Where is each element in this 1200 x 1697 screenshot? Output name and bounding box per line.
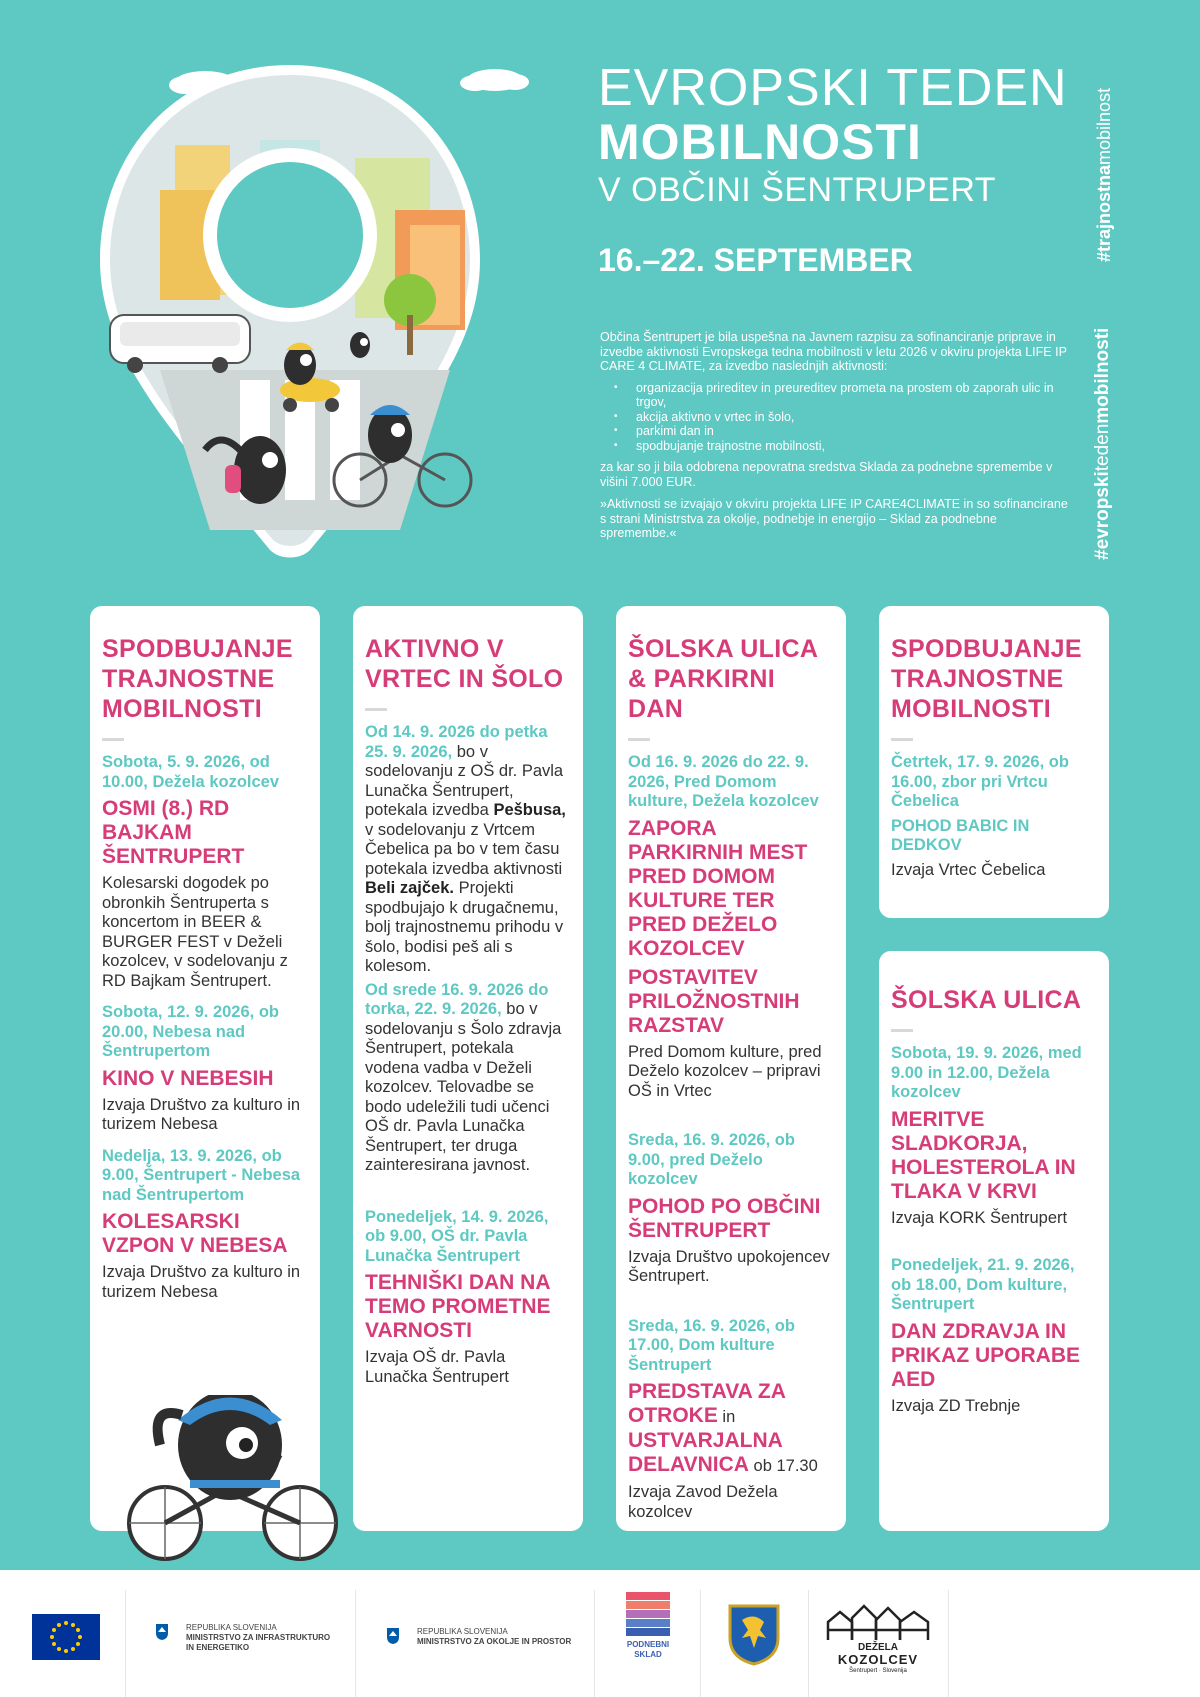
title-block [598, 60, 1068, 212]
slovenia-coat-of-arms-icon [386, 1627, 400, 1645]
event-paragraph: Od 14. 9. 2026 do petka 25. 9. 2026, bo v sodelovanju z OŠ dr. Pavla Lunačka Šentrupert, potekala izvedba Pešbusa, v sodelovanju z Vrtcem Čebelica pa bo v tem času potekala izvedba aktivnosti Beli zajček. Projekti spodbujajo k drugačnemu, bolj trajnostnemu prihodu v šolo, bodisi peš ali s kolesom. [365, 723, 566, 975]
date-range: 16.–22. SEPTEMBER [598, 242, 913, 278]
event-meta: Sobota, 19. 9. 2026, med 9.00 in 12.00, Dežela kozolcev [891, 1044, 1082, 1101]
sentrupert-coat-of-arms-icon [728, 1604, 780, 1666]
event-meta: Sreda, 16. 9. 2026, ob 9.00, pred Deželo kozolcev [628, 1131, 795, 1188]
eu-flag-icon [32, 1614, 100, 1660]
event-block [891, 1256, 1097, 1416]
card-solska-ulica-parkirni-dan [616, 606, 846, 1531]
event-block [102, 1003, 308, 1135]
event-description: Izvaja Zavod Dežela kozolcev [628, 1483, 778, 1521]
separator [891, 1029, 913, 1032]
event-description: Izvaja Društvo za kulturo in turizem Nebesa [102, 1095, 301, 1133]
event-block [365, 1208, 571, 1388]
event-block [102, 753, 308, 991]
title-line-1: EVROPSKI TEDEN [598, 59, 1068, 117]
event-description: Kolesarski dogodek po obronkih Šentruperta s koncertom in BEER & BURGER FEST v Deželi kozolcev, v sodelovanju z RD Bajkam Šentrupert. [102, 874, 288, 990]
card-spodbujanje-2 [879, 606, 1109, 918]
event-description: Izvaja Vrtec Čebelica [891, 860, 1046, 879]
event-meta: Ponedeljek, 14. 9. 2026, ob 9.00, OŠ dr. Pavla Lunačka Šentrupert [365, 1207, 549, 1265]
ministry-environment-logo: REPUBLIKA SLOVENIJA MINISTRSTVO ZA OKOLJE IN PROSTOR [417, 1627, 572, 1646]
separator [365, 708, 387, 711]
separator [628, 738, 650, 741]
list-item: • akcija aktivno v vrtec in šolo, [636, 410, 1070, 425]
event-block [628, 1317, 834, 1523]
event-meta: Sreda, 16. 9. 2026, ob 17.00, Dom kulture Šentrupert [628, 1316, 795, 1374]
separator [891, 738, 913, 741]
list-item: • parkimi dan in [636, 424, 1070, 439]
event-block [628, 1131, 834, 1287]
divider [808, 1590, 809, 1697]
event-title: POHOD PO OBČINI ŠENTRUPERT [628, 1194, 821, 1242]
event-title: KINO V NEBESIH [102, 1066, 274, 1090]
podnebni-sklad-logo-icon [626, 1592, 670, 1636]
event-title: TEHNIŠKI DAN NA TEMO PROMETNE VARNOSTI [365, 1271, 551, 1342]
event-title: DAN ZDRAVJA IN PRIKAZ UPORABE AED [891, 1319, 1081, 1391]
list-item: • organizacija prireditev in preureditev prometa na prostem ob zaporah ulic in trgov, [636, 381, 1070, 410]
event-title: MERITVE SLADKORJA, HOLESTEROLA IN TLAKA V KRVI [891, 1107, 1076, 1203]
intro-paragraph-2: za kar so ji bila odobrena nepovratna sredstva Sklada za podnebne spremembe v višini 7.000 EUR. [600, 460, 1053, 489]
event-description: Izvaja OŠ dr. Pavla Lunačka Šentrupert [365, 1348, 510, 1386]
event-description: Izvaja Društvo upokojencev Šentrupert. [628, 1247, 830, 1285]
event-meta: Sobota, 12. 9. 2026, ob 20.00, Nebesa nad Šentrupertom [102, 1003, 279, 1060]
event-block [102, 1147, 308, 1303]
event-block [628, 753, 834, 1101]
card-heading: SPODBUJANJE TRAJNOSTNE MOBILNOSTI [102, 635, 293, 723]
footer-logos [0, 1570, 1200, 1697]
event-title: POSTAVITEV PRILOŽNOSTNIH RAZSTAV [628, 965, 800, 1037]
ministry-infrastructure-logo: REPUBLIKA SLOVENIJA MINISTRSTVO ZA INFRASTRUKTURO IN ENERGETIKO [186, 1623, 331, 1652]
divider [355, 1590, 356, 1697]
cyclist-girl-illustration [120, 1395, 350, 1565]
cloud-icon [460, 69, 529, 91]
card-heading: AKTIVNO V VRTEC IN ŠOLO [365, 635, 564, 693]
event-paragraph: Od srede 16. 9. 2026 do torka, 22. 9. 2026, bo v sodelovanju s Šolo zdravja Šentrupert, potekala vodena vadba v Deželi kozolcev. Telovadbe se bodo udeležili tudi učenci OŠ dr. Pavla Lunačka Šentrupert, ter druga zainteresirana javnost. [365, 980, 562, 1174]
intro-list [636, 381, 1070, 454]
podnebni-sklad-logo-text: PODNEBNI SKLAD [626, 1640, 670, 1659]
event-title: OSMI (8.) RD BAJKAM ŠENTRUPERT [102, 797, 245, 868]
event-description: Izvaja Društvo za kulturo in turizem Nebesa [102, 1263, 301, 1301]
intro-text [600, 330, 1070, 549]
card-solska-ulica [879, 951, 1109, 1531]
event-title: POHOD BABIC IN DEDKOV [891, 816, 1030, 854]
hero-illustration [100, 60, 560, 560]
list-item: • spodbujanje trajnostne mobilnosti, [636, 439, 1070, 454]
title-line-3: V OBČINI ŠENTRUPERT [598, 171, 997, 209]
event-block [891, 753, 1097, 880]
card-spodbujanje-1 [90, 606, 320, 1531]
intro-paragraph-3: »Aktivnosti se izvajajo v okviru projekta LIFE IP CARE4CLIMATE in so sofinancirane s strani Ministrstva za okolje, podnebje in energijo – Sklad za podnebne spremembe.« [600, 497, 1068, 540]
title-line-2: MOBILNOSTI [598, 114, 922, 170]
hashtag-trajnostna-mobilnost: #trajnostnamobilnost [1094, 87, 1114, 262]
small-character-icon [350, 332, 370, 358]
card-heading: ŠOLSKA ULICA & PARKIRNI DAN [628, 635, 818, 723]
divider [594, 1590, 595, 1697]
event-meta: Četrtek, 17. 9. 2026, ob 16.00, zbor pri Vrtcu Čebelica [891, 753, 1069, 810]
event-description: Izvaja ZD Trebnje [891, 1396, 1021, 1415]
dezela-kozolcev-logo-text: DEŽELA KOZOLCEV Šentrupert · Slovenija [837, 1642, 919, 1674]
slovenia-coat-of-arms-icon [155, 1623, 169, 1641]
event-meta: Ponedeljek, 21. 9. 2026, ob 18.00, Dom kulture, Šentrupert [891, 1256, 1075, 1313]
event-description: Izvaja KORK Šentrupert [891, 1208, 1068, 1227]
hashtag-evropski-teden-mobilnosti: #evropskitedenmobilnosti [1092, 327, 1113, 560]
card-heading: ŠOLSKA ULICA [891, 986, 1082, 1014]
divider [125, 1590, 126, 1697]
divider [700, 1590, 701, 1697]
divider [948, 1590, 949, 1697]
event-meta: Nedelja, 13. 9. 2026, ob 9.00, Šentrupert - Nebesa nad Šentrupertom [102, 1146, 301, 1204]
separator [102, 738, 124, 741]
event-meta: Sobota, 5. 9. 2026, od 10.00, Dežela kozolcev [102, 753, 280, 791]
event-title: PREDSTAVA ZA OTROKE in USTVARJALNA DELAVNICA ob 17.30 [628, 1380, 818, 1476]
dezela-kozolcev-logo-icon [826, 1600, 930, 1642]
event-description: Pred Domom kulture, pred Deželo kozolcev – pripravi OŠ in Vrtec [628, 1042, 822, 1100]
event-meta: Od 16. 9. 2026 do 22. 9. 2026, Pred Domom kulture, Dežela kozolcev [628, 753, 819, 810]
intro-paragraph-1: Občina Šentrupert je bila uspešna na Javnem razpisu za sofinanciranje priprave in izvedbe aktivnosti Evropskega tedna mobilnosti v letu 2026 v okviru projekta LIFE IP CARE 4 CLIMATE, za izvedbo naslednjih aktivnosti: [600, 330, 1067, 373]
event-block [891, 1044, 1097, 1228]
card-aktivno-v-vrtec [353, 606, 583, 1531]
card-heading: SPODBUJANJE TRAJNOSTNE MOBILNOSTI [891, 635, 1082, 723]
event-title: ZAPORA PARKIRNIH MEST PRED DOMOM KULTURE TER PRED DEŽELO KOZOLCEV [628, 816, 808, 960]
event-title: KOLESARSKI VZPON V NEBESA [102, 1210, 288, 1257]
